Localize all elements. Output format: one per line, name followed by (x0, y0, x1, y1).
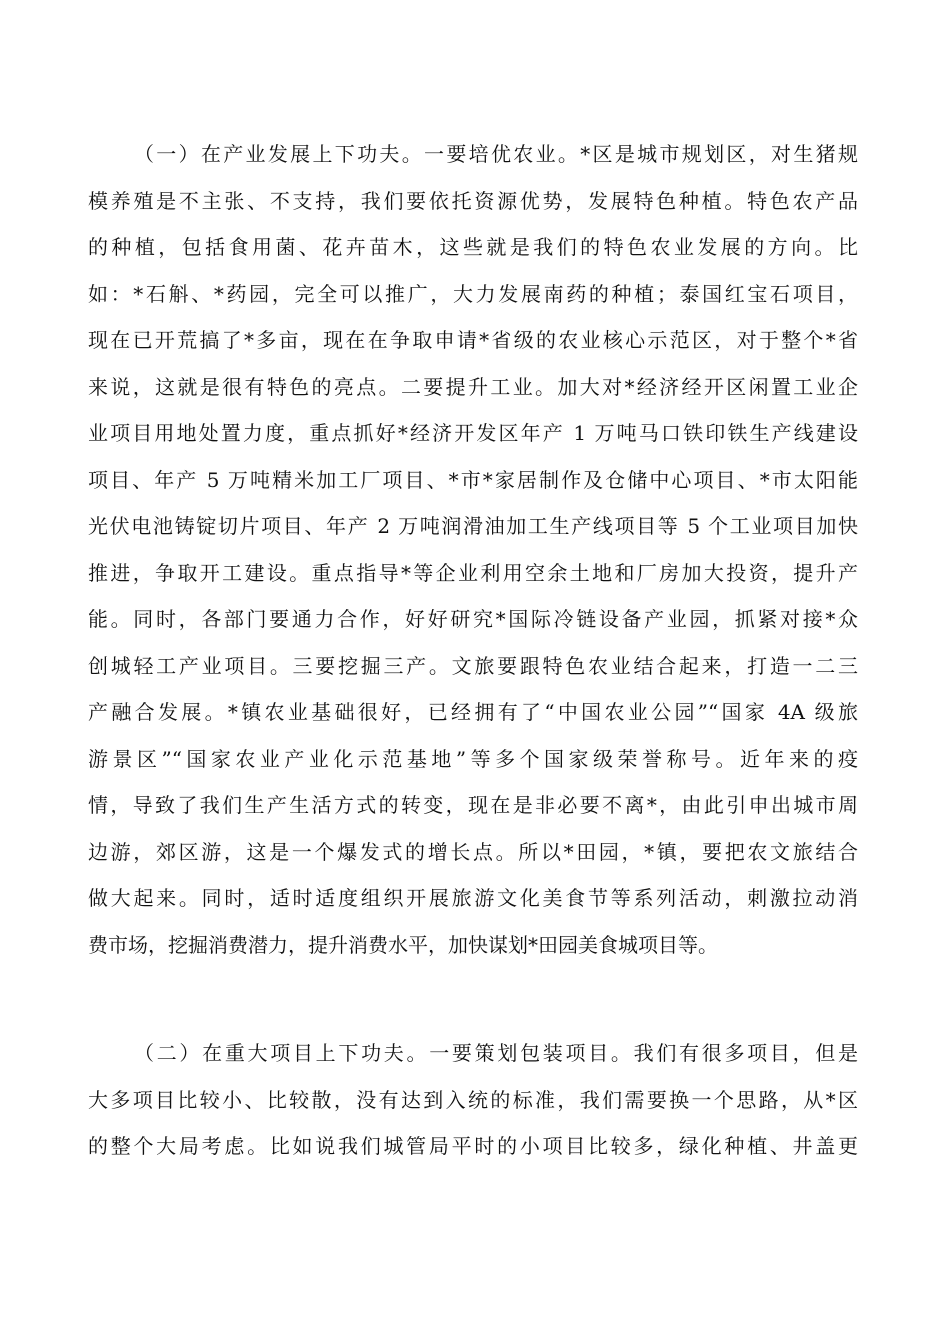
text-line: 做大起来。同时，适时适度组织开展旅游文化美食节等系列活动，刺激拉动消 (88, 886, 858, 910)
text-line: 情，导致了我们生产生活方式的转变，现在是非必要不离*，由此引申出城市周 (88, 793, 858, 817)
text-line: 能。同时，各部门要通力合作，好好研究*国际冷链设备产业园，抓紧对接*众 (88, 607, 858, 631)
text-line: （二）在重大项目上下功夫。一要策划包装项目。我们有很多项目，但是 (134, 1041, 858, 1065)
text-line: 创城轻工产业项目。三要挖掘三产。文旅要跟特色农业结合起来，打造一二三 (88, 653, 858, 678)
text-line: 的整个大局考虑。比如说我们城管局平时的小项目比较多，绿化种植、井盖更 (88, 1134, 858, 1158)
text-line: 光伏电池铸锭切片项目、年产 2 万吨润滑油加工生产线项目等 5 个工业项目加快 (88, 514, 858, 538)
text-line: 如：*石斛、*药园，完全可以推广，大力发展南药的种植；泰国红宝石项目， (88, 281, 858, 306)
text-line: 来说，这就是很有特色的亮点。二要提升工业。加大对*经济经开区闲置工业企 (88, 374, 858, 399)
text-line: 现在已开荒搞了*多亩，现在在争取申请*省级的农业核心示范区，对于整个*省 (88, 328, 858, 352)
text-line: 费市场，挖掘消费潜力，提升消费水平，加快谋划*田园美食城项目等。 (88, 932, 718, 957)
text-line: 产融合发展。*镇农业基础很好，已经拥有了“中国农业公园”“国家 4A 级旅 (88, 700, 858, 724)
text-line: 游景区”“国家农业产业化示范基地”等多个国家级荣誉称号。近年来的疫 (88, 746, 858, 771)
text-line: 项目、年产 5 万吨精米加工厂项目、*市*家居制作及仓储中心项目、*市太阳能 (88, 467, 858, 492)
text-line: 大多项目比较小、比较散，没有达到入统的标准，我们需要换一个思路，从*区 (88, 1087, 858, 1112)
text-line: （一）在产业发展上下功夫。一要培优农业。*区是城市规划区，对生猪规 (134, 142, 858, 166)
text-line: 推进，争取开工建设。重点指导*等企业利用空余土地和厂房加大投资，提升产 (88, 560, 858, 585)
text-line: 业项目用地处置力度，重点抓好*经济开发区年产 1 万吨马口铁印铁生产线建设 (88, 421, 858, 445)
text-line: 边游，郊区游，这是一个爆发式的增长点。所以*田园，*镇，要把农文旅结合 (88, 839, 858, 864)
paragraph-1 (88, 131, 858, 968)
text-line: 模养殖是不主张、不支持，我们要依托资源优势，发展特色种植。特色农产品 (88, 188, 858, 213)
paragraph-2 (88, 1030, 858, 1170)
text-line: 的种植，包括食用菌、花卉苗木，这些就是我们的特色农业发展的方向。比 (88, 235, 858, 259)
